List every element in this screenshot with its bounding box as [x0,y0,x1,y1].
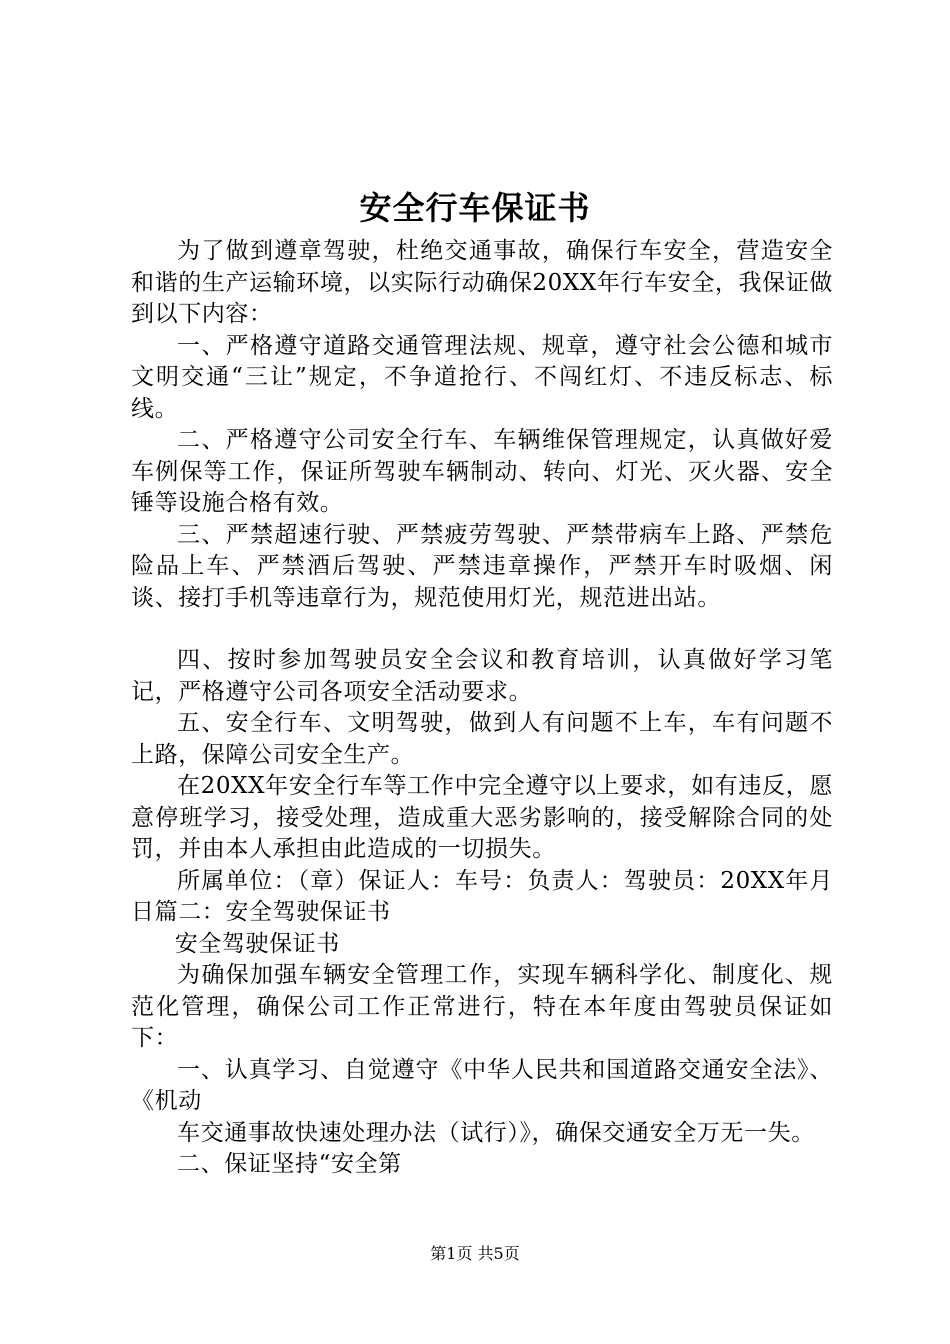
document-title: 安全行车保证书 [359,189,591,227]
paragraph-second-item-2: 二、保证坚持“安全第 [177,1151,402,1177]
paragraph-commitment: 在20XX年安全行车等工作中完全遵守以上要求，如有违反，愿意停班学习，接受处理，造成重大恶劣影响的，接受解除合同的处罚，并由本人承担由此造成的一切损失。 [131,773,833,862]
paragraph-item-4: 四、按时参加驾驶员安全会议和教育培训，认真做好学习笔记，严格遵守公司各项安全活动要求。 [131,647,833,705]
paragraph-item-5: 五、安全行车、文明驾驶，做到人有问题不上车，车有问题不上路，保障公司安全生产。 [131,710,833,768]
paragraph-signature-line: 所属单位：（章）保证人：车号：负责人：驾驶员：20XX年月日篇二：安全驾驶保证书 [131,867,833,925]
page-footer: 第1页 共5页 [430,1244,520,1263]
paragraph-intro: 为了做到遵章驾驶，杜绝交通事故，确保行车安全，营造安全和谐的生产运输环境，以实际行动确保20XX年行车安全，我保证做到以下内容： [131,238,833,327]
document-body [131,236,833,1181]
paragraph-second-item-1: 一、认真学习、自觉遵守《中华人民共和国道路交通安全法》、《机动 [131,1056,833,1114]
paragraph-second-intro: 为确保加强车辆安全管理工作，实现车辆科学化、制度化、规范化管理，确保公司工作正常进行，特在本年度由驾驶员保证如下： [131,962,833,1051]
paragraph-second-item-1-cont: 车交通事故快速处理办法（试行）》，确保交通安全万无一失。 [177,1119,815,1146]
paragraph-item-1: 一、严格遵守道路交通管理法规、规章，遵守社会公德和城市文明交通“三让”规定，不争道抢行、不闯红灯、不违反标志、标线。 [131,332,833,422]
paragraph-item-2: 二、严格遵守公司安全行车、车辆维保管理规定，认真做好爱车例保等工作，保证所驾驶车辆制动、转向、灯光、灭火器、安全锤等设施合格有效。 [131,427,833,516]
paragraph-item-3: 三、严禁超速行驶、严禁疲劳驾驶、严禁带病车上路、严禁危险品上车、严禁酒后驾驶、严禁违章操作，严禁开车时吸烟、闲谈、接打手机等违章行为，规范使用灯光，规范进出站。 [131,521,833,611]
paragraph-subtitle: 安全驾驶保证书 [174,930,340,957]
